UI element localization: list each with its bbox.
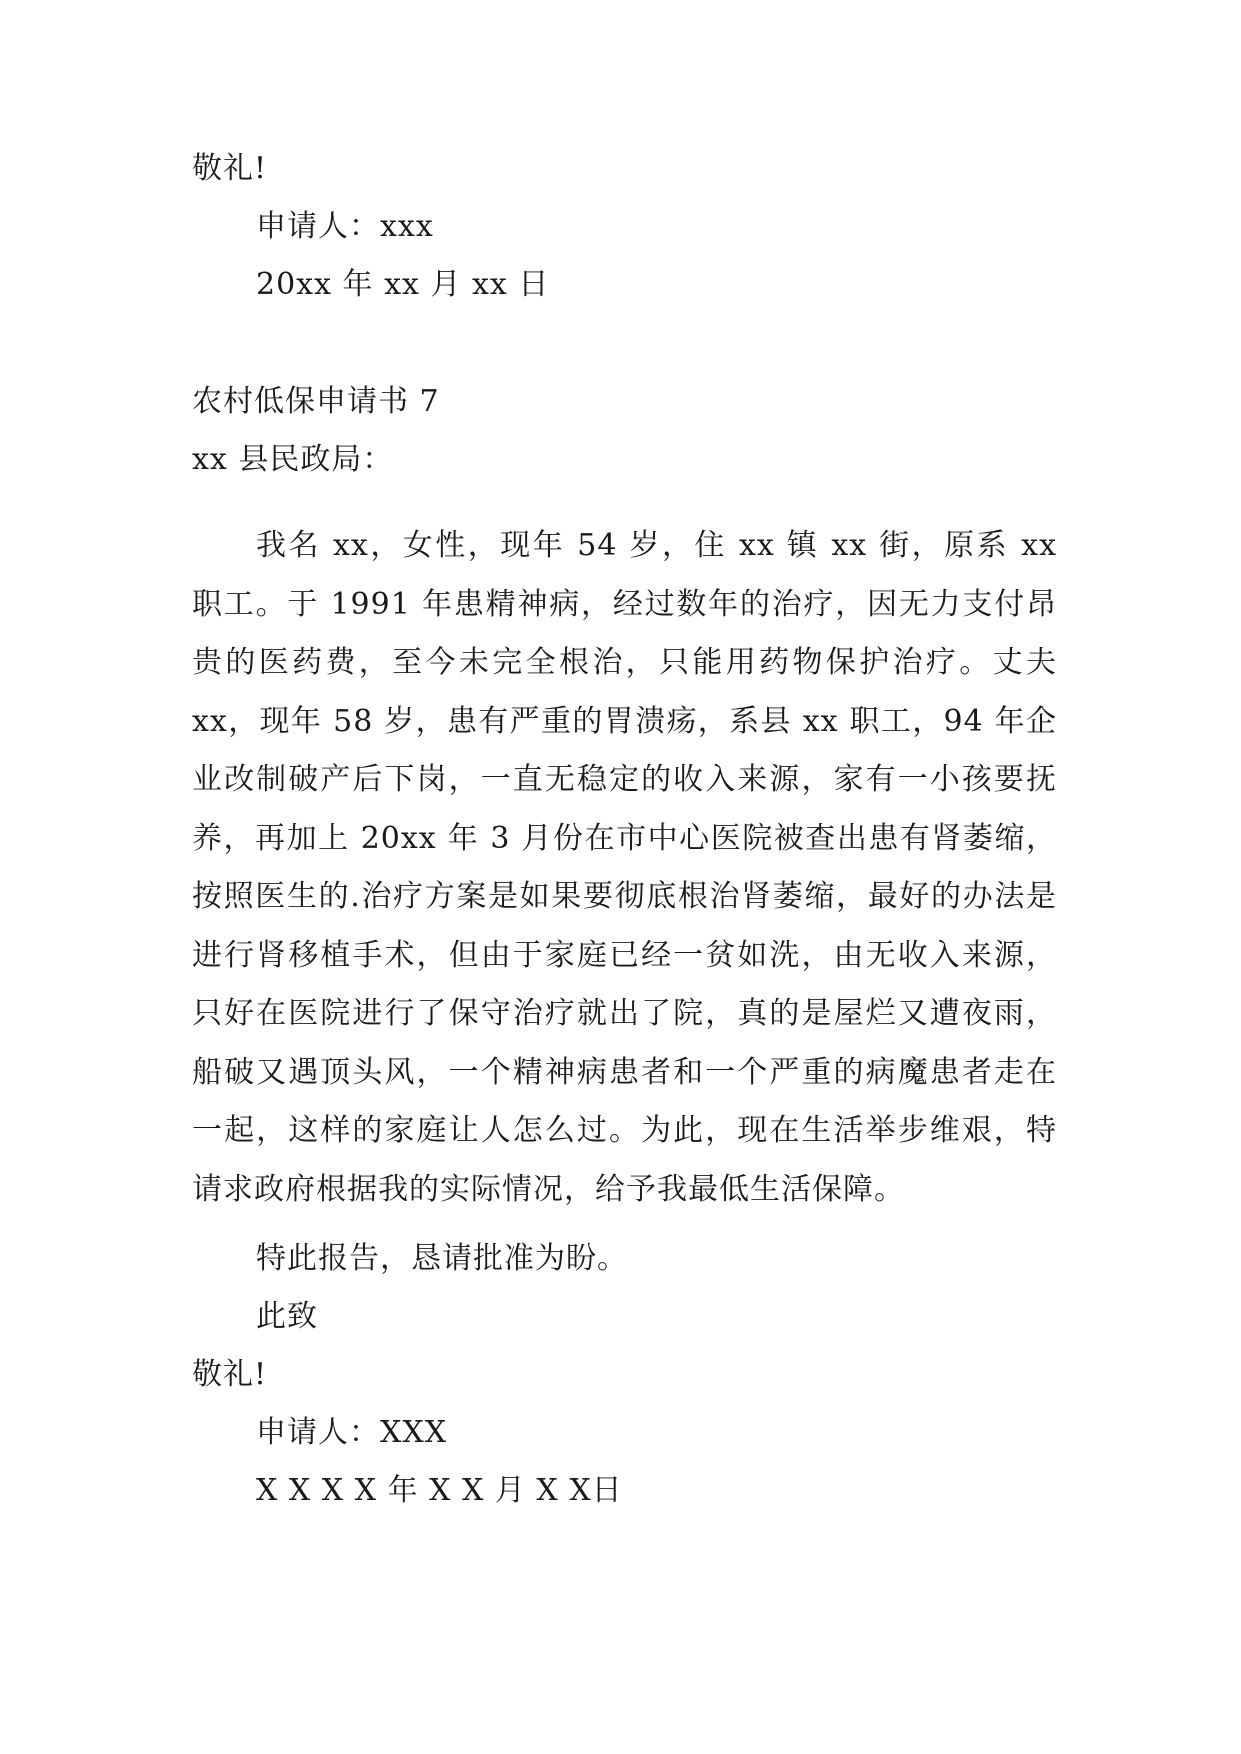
letter-applicant: 申请人：XXX <box>256 1415 448 1450</box>
letter-body: 我名 xx，女性，现年 54 岁，住 xx 镇 xx 街，原系 xx 职工。于 1991 年患精神病，经过数年的治疗，因无力支付昂贵的医药费，至今未完全根治，只能用药物保护治疗。丈夫 xx，现年 58 岁，患有严重的胃溃疡，系县 xx 职工，94 年企业改制破产后下岗，一直无稳定的收入来源，家有一小孩要抚养，再加上 20xx 年 3 月份在市中心医院被查出患有肾萎缩，按照医生的.治疗方案是如果要彻底根治肾萎缩，最好的办法是进行肾移植手术，但由于家庭已经一贫如洗，由无收入来源，只好在医院进行了保守治疗就出了院，真的是屋烂又遭夜雨，船破又遇顶头风，一个精神病患者和一个严重的病魔患者走在一起，这样的家庭让人怎么过。为此，现在生活举步维艰，特请求政府根据我的实际情况，给予我最低生活保障。 <box>192 528 1057 1207</box>
prev-closing: 敬礼! <box>192 151 268 186</box>
prev-date: 20xx 年 xx 月 xx 日 <box>256 267 550 302</box>
letter-salutation: 此致 <box>256 1299 318 1334</box>
prev-applicant: 申请人：xxx <box>256 209 434 244</box>
letter-addressee: xx 县民政局： <box>192 442 394 477</box>
letter-closing: 敬礼! <box>192 1357 268 1392</box>
letter-request: 特此报告，恳请批准为盼。 <box>256 1241 628 1276</box>
letter-title: 农村低保申请书 7 <box>192 384 440 419</box>
letter-date: X X X X 年 X X 月 X X日 <box>256 1473 623 1508</box>
